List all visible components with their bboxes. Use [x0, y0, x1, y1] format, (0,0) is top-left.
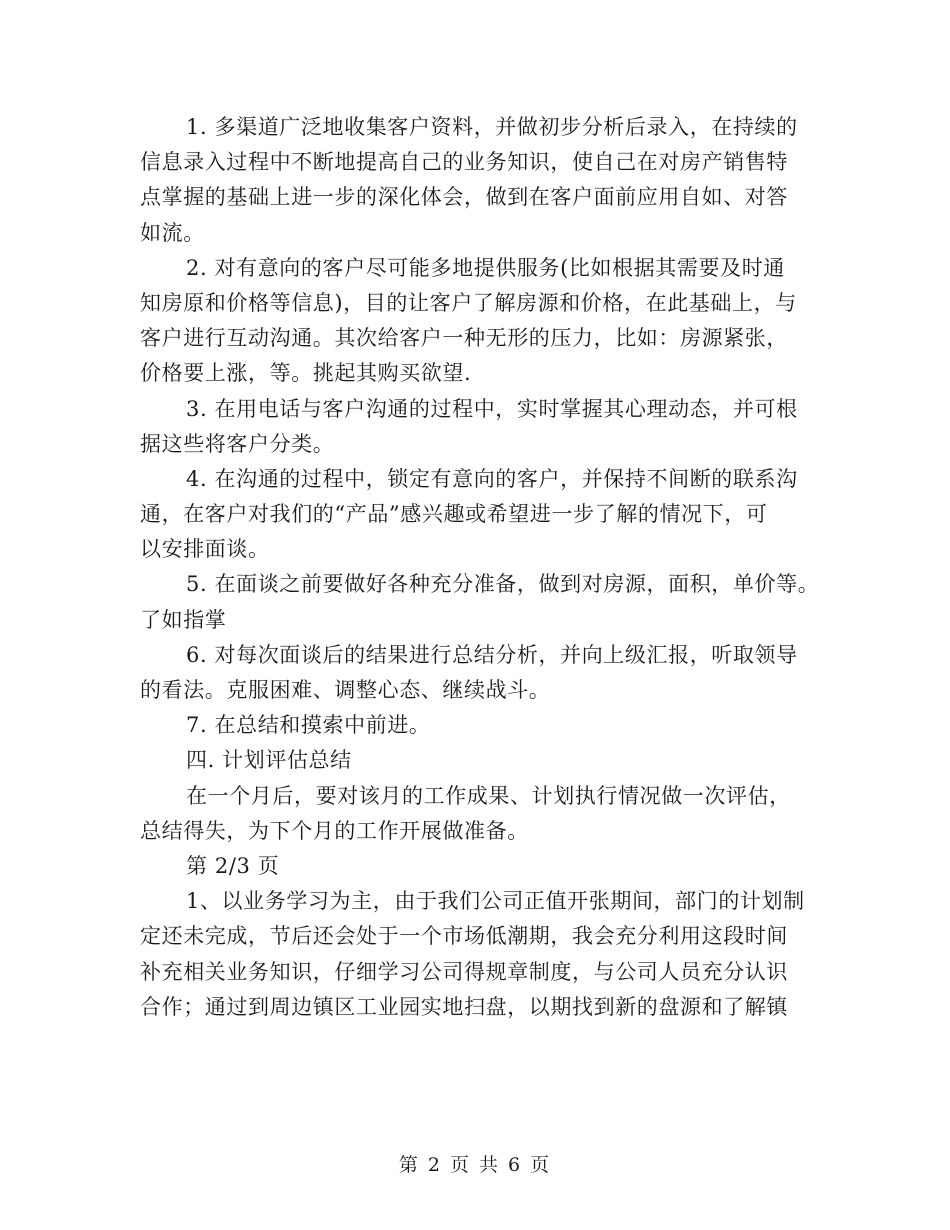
text-line: 7. 在总结和摸索中前进。: [186, 713, 431, 738]
text-line: 以安排面谈。: [140, 537, 270, 562]
text-line: 合作；通过到周边镇区工业园实地扫盘，以期找到新的盘源和了解镇: [140, 994, 788, 1019]
page-footer: 第 2 页 共 6 页: [398, 1154, 552, 1176]
text-line: 点掌握的基础上进一步的深化体会，做到在客户面前应用自如、对答: [140, 185, 788, 210]
text-line: 5. 在面谈之前要做好各种充分准备，做到对房源，面积，单价等。: [186, 572, 820, 597]
text-line: 信息录入过程中不断地提高自己的业务知识，使自己在对房产销售特: [140, 150, 788, 175]
text-line: 3. 在用电话与客户沟通的过程中，实时掌握其心理动态，并可根: [186, 396, 798, 421]
text-line: 6. 对每次面谈后的结果进行总结分析，并向上级汇报，听取领导: [186, 642, 798, 667]
text-line: 补充相关业务知识，仔细学习公司得规章制度，与公司人员充分认识: [140, 959, 788, 984]
text-line: 2. 对有意向的客户尽可能多地提供服务(比如根据其需要及时通: [186, 255, 785, 280]
text-line: 总结得失，为下个月的工作开展做准备。: [140, 818, 529, 843]
text-line: 客户进行互动沟通。其次给客户一种无形的压力，比如：房源紧张，: [140, 326, 788, 351]
text-line: 通，在客户对我们的“产品”感兴趣或希望进一步了解的情况下，可: [140, 502, 768, 527]
text-line: 的看法。克服困难、调整心态、继续战斗。: [140, 678, 551, 702]
text-line: 1. 多渠道广泛地收集客户资料，并做初步分析后录入，在持续的: [186, 115, 798, 139]
text-line: 据这些将客户分类。: [140, 431, 335, 456]
text-line: 定还未完成，节后还会处于一个市场低潮期，我会充分利用这段时间: [140, 924, 788, 949]
text-line: 如流。: [140, 220, 205, 245]
text-line: 价格要上涨，等。挑起其购买欲望.: [140, 361, 472, 386]
section-heading: 四. 计划评估总结: [186, 748, 352, 773]
document-body: [140, 110, 820, 1025]
inline-page-marker: 第 2/3 页: [186, 853, 280, 878]
text-line: 4. 在沟通的过程中，锁定有意向的客户，并保持不间断的联系沟: [186, 466, 798, 491]
text-line: 了如指掌: [140, 607, 227, 632]
text-line: 知房原和价格等信息)，目的让客户了解房源和价格，在此基础上，与: [140, 290, 797, 315]
text-line: 在一个月后，要对该月的工作成果、计划执行情况做一次评估，: [186, 783, 791, 808]
text-line: 1、以业务学习为主，由于我们公司正值开张期间，部门的计划制: [186, 889, 805, 914]
